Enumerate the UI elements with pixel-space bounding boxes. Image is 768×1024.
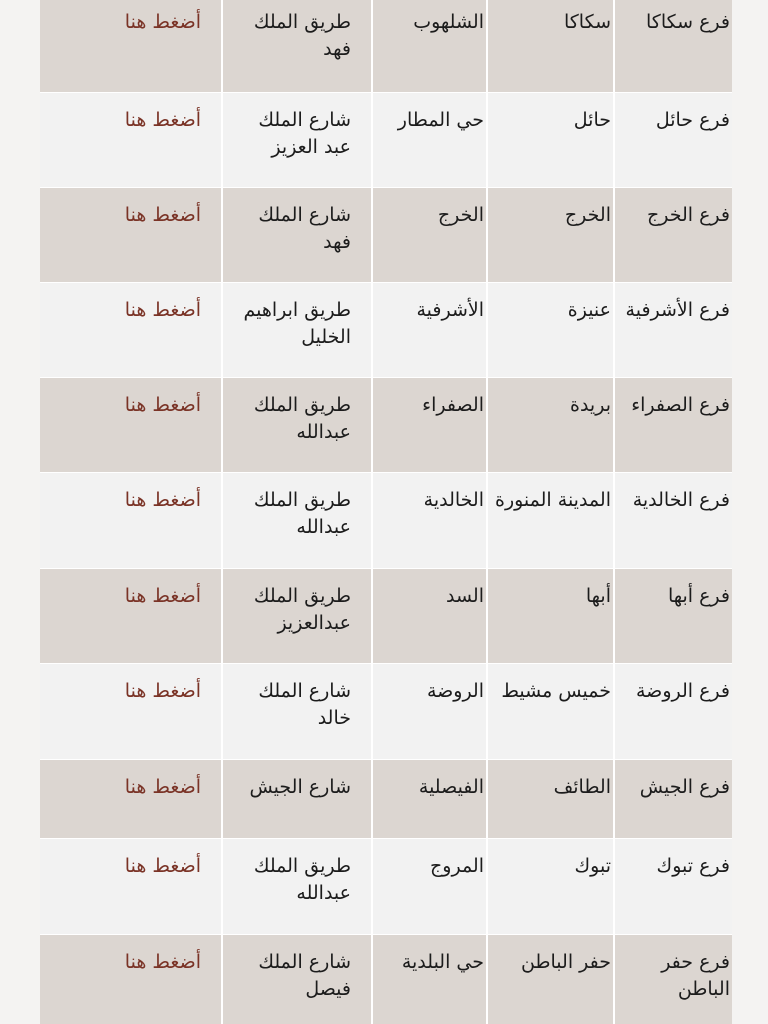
- branch-name-cell: [613, 569, 732, 663]
- street-cell: [221, 93, 371, 187]
- map-link-cell: [40, 378, 221, 472]
- city-cell: [486, 569, 613, 663]
- map-link[interactable]: أضغط هنا: [124, 204, 201, 226]
- street-cell: [221, 760, 371, 838]
- district-text: الخرج: [437, 204, 484, 226]
- map-link-cell: [40, 188, 221, 282]
- map-link[interactable]: أضغط هنا: [124, 585, 201, 607]
- branches-table: [40, 0, 732, 1024]
- branch-name-text: فرع أبها: [667, 585, 730, 607]
- branch-name-text: فرع الخرج: [646, 204, 730, 226]
- map-link[interactable]: أضغط هنا: [124, 299, 201, 321]
- street-text: طريق الملك عبدالله: [253, 394, 351, 443]
- map-link-cell: [40, 760, 221, 838]
- district-cell: [371, 378, 486, 472]
- table-row: [40, 378, 732, 473]
- branch-name-text: فرع الروضة: [636, 680, 730, 702]
- branch-name-text: فرع سكاكا: [646, 11, 730, 33]
- branch-name-cell: [613, 760, 732, 838]
- district-cell: [371, 839, 486, 934]
- table-row: [40, 283, 732, 378]
- district-text: الأشرفية: [416, 299, 484, 321]
- district-cell: [371, 569, 486, 663]
- map-link[interactable]: أضغط هنا: [124, 394, 201, 416]
- map-link[interactable]: أضغط هنا: [124, 855, 201, 877]
- city-cell: [486, 378, 613, 472]
- table-row: [40, 0, 732, 93]
- district-text: الروضة: [426, 680, 484, 702]
- city-cell: [486, 935, 613, 1024]
- street-cell: [221, 283, 371, 377]
- street-cell: [221, 0, 371, 92]
- city-cell: [486, 473, 613, 568]
- table-row: [40, 935, 732, 1024]
- street-text: طريق الملك عبدالله: [253, 855, 351, 904]
- branch-name-cell: [613, 473, 732, 568]
- branch-name-cell: [613, 664, 732, 759]
- map-link-cell: [40, 839, 221, 934]
- street-cell: [221, 188, 371, 282]
- street-text: شارع الملك فيصل: [258, 951, 351, 1000]
- district-text: الشلهوب: [413, 11, 484, 33]
- district-text: الفيصلية: [418, 776, 484, 798]
- map-link-cell: [40, 664, 221, 759]
- city-text: الطائف: [553, 776, 611, 798]
- branch-name-text: فرع تبوك: [656, 855, 730, 877]
- map-link[interactable]: أضغط هنا: [124, 489, 201, 511]
- city-text: الخرج: [564, 204, 611, 226]
- street-cell: [221, 473, 371, 568]
- map-link[interactable]: أضغط هنا: [124, 951, 201, 973]
- district-cell: [371, 93, 486, 187]
- city-text: بريدة: [570, 394, 611, 416]
- table-row: [40, 93, 732, 188]
- branch-name-text: فرع الخالدية: [632, 489, 730, 511]
- branch-name-text: فرع الأشرفية: [625, 299, 730, 321]
- city-cell: [486, 188, 613, 282]
- branch-name-cell: [613, 188, 732, 282]
- branch-name-cell: [613, 935, 732, 1024]
- street-text: طريق الملك عبدالله: [253, 489, 351, 538]
- map-link[interactable]: أضغط هنا: [124, 109, 201, 131]
- city-text: عنيزة: [567, 299, 611, 321]
- district-cell: [371, 188, 486, 282]
- map-link-cell: [40, 935, 221, 1024]
- street-text: طريق ابراهيم الخليل: [243, 299, 351, 348]
- city-text: أبها: [585, 585, 611, 607]
- city-text: سكاكا: [563, 11, 611, 33]
- street-text: طريق الملك عبدالعزيز: [253, 585, 351, 634]
- street-text: طريق الملك فهد: [253, 11, 351, 60]
- city-text: المدينة المنورة: [494, 489, 611, 511]
- street-cell: [221, 569, 371, 663]
- branch-name-text: فرع حفر الباطن: [661, 951, 730, 1000]
- district-cell: [371, 0, 486, 92]
- table-row: [40, 760, 732, 839]
- city-text: حائل: [573, 109, 611, 131]
- district-text: الخالدية: [423, 489, 484, 511]
- city-cell: [486, 664, 613, 759]
- district-cell: [371, 664, 486, 759]
- district-cell: [371, 760, 486, 838]
- branch-name-cell: [613, 283, 732, 377]
- table-row: [40, 188, 732, 283]
- district-text: المروج: [430, 855, 484, 877]
- street-text: شارع الملك فهد: [258, 204, 351, 253]
- table-row: [40, 664, 732, 760]
- district-cell: [371, 935, 486, 1024]
- district-cell: [371, 283, 486, 377]
- map-link-cell: [40, 283, 221, 377]
- branch-name-text: فرع الصفراء: [631, 394, 730, 416]
- branch-name-cell: [613, 839, 732, 934]
- street-cell: [221, 378, 371, 472]
- table-row: [40, 839, 732, 935]
- city-cell: [486, 93, 613, 187]
- street-cell: [221, 935, 371, 1024]
- table-row: [40, 569, 732, 664]
- map-link[interactable]: أضغط هنا: [124, 776, 201, 798]
- branch-name-cell: [613, 378, 732, 472]
- district-text: الصفراء: [422, 394, 484, 416]
- street-text: شارع الملك عبد العزيز: [258, 109, 351, 158]
- map-link[interactable]: أضغط هنا: [124, 11, 201, 33]
- city-cell: [486, 283, 613, 377]
- city-text: تبوك: [574, 855, 611, 877]
- district-text: السد: [446, 585, 484, 607]
- district-text: حي البلدية: [401, 951, 484, 973]
- street-text: شارع الملك خالد: [258, 680, 351, 729]
- map-link-cell: [40, 473, 221, 568]
- map-link[interactable]: أضغط هنا: [124, 680, 201, 702]
- city-cell: [486, 760, 613, 838]
- branch-name-cell: [613, 0, 732, 92]
- map-link-cell: [40, 93, 221, 187]
- city-cell: [486, 0, 613, 92]
- branch-name-text: فرع حائل: [655, 109, 730, 131]
- map-link-cell: [40, 0, 221, 92]
- city-text: خميس مشيط: [501, 680, 611, 702]
- city-cell: [486, 839, 613, 934]
- branch-name-text: فرع الجيش: [639, 776, 730, 798]
- district-text: حي المطار: [397, 109, 484, 131]
- table-row: [40, 473, 732, 569]
- city-text: حفر الباطن: [520, 951, 611, 973]
- street-cell: [221, 839, 371, 934]
- district-cell: [371, 473, 486, 568]
- branch-name-cell: [613, 93, 732, 187]
- street-text: شارع الجيش: [249, 776, 351, 798]
- street-cell: [221, 664, 371, 759]
- map-link-cell: [40, 569, 221, 663]
